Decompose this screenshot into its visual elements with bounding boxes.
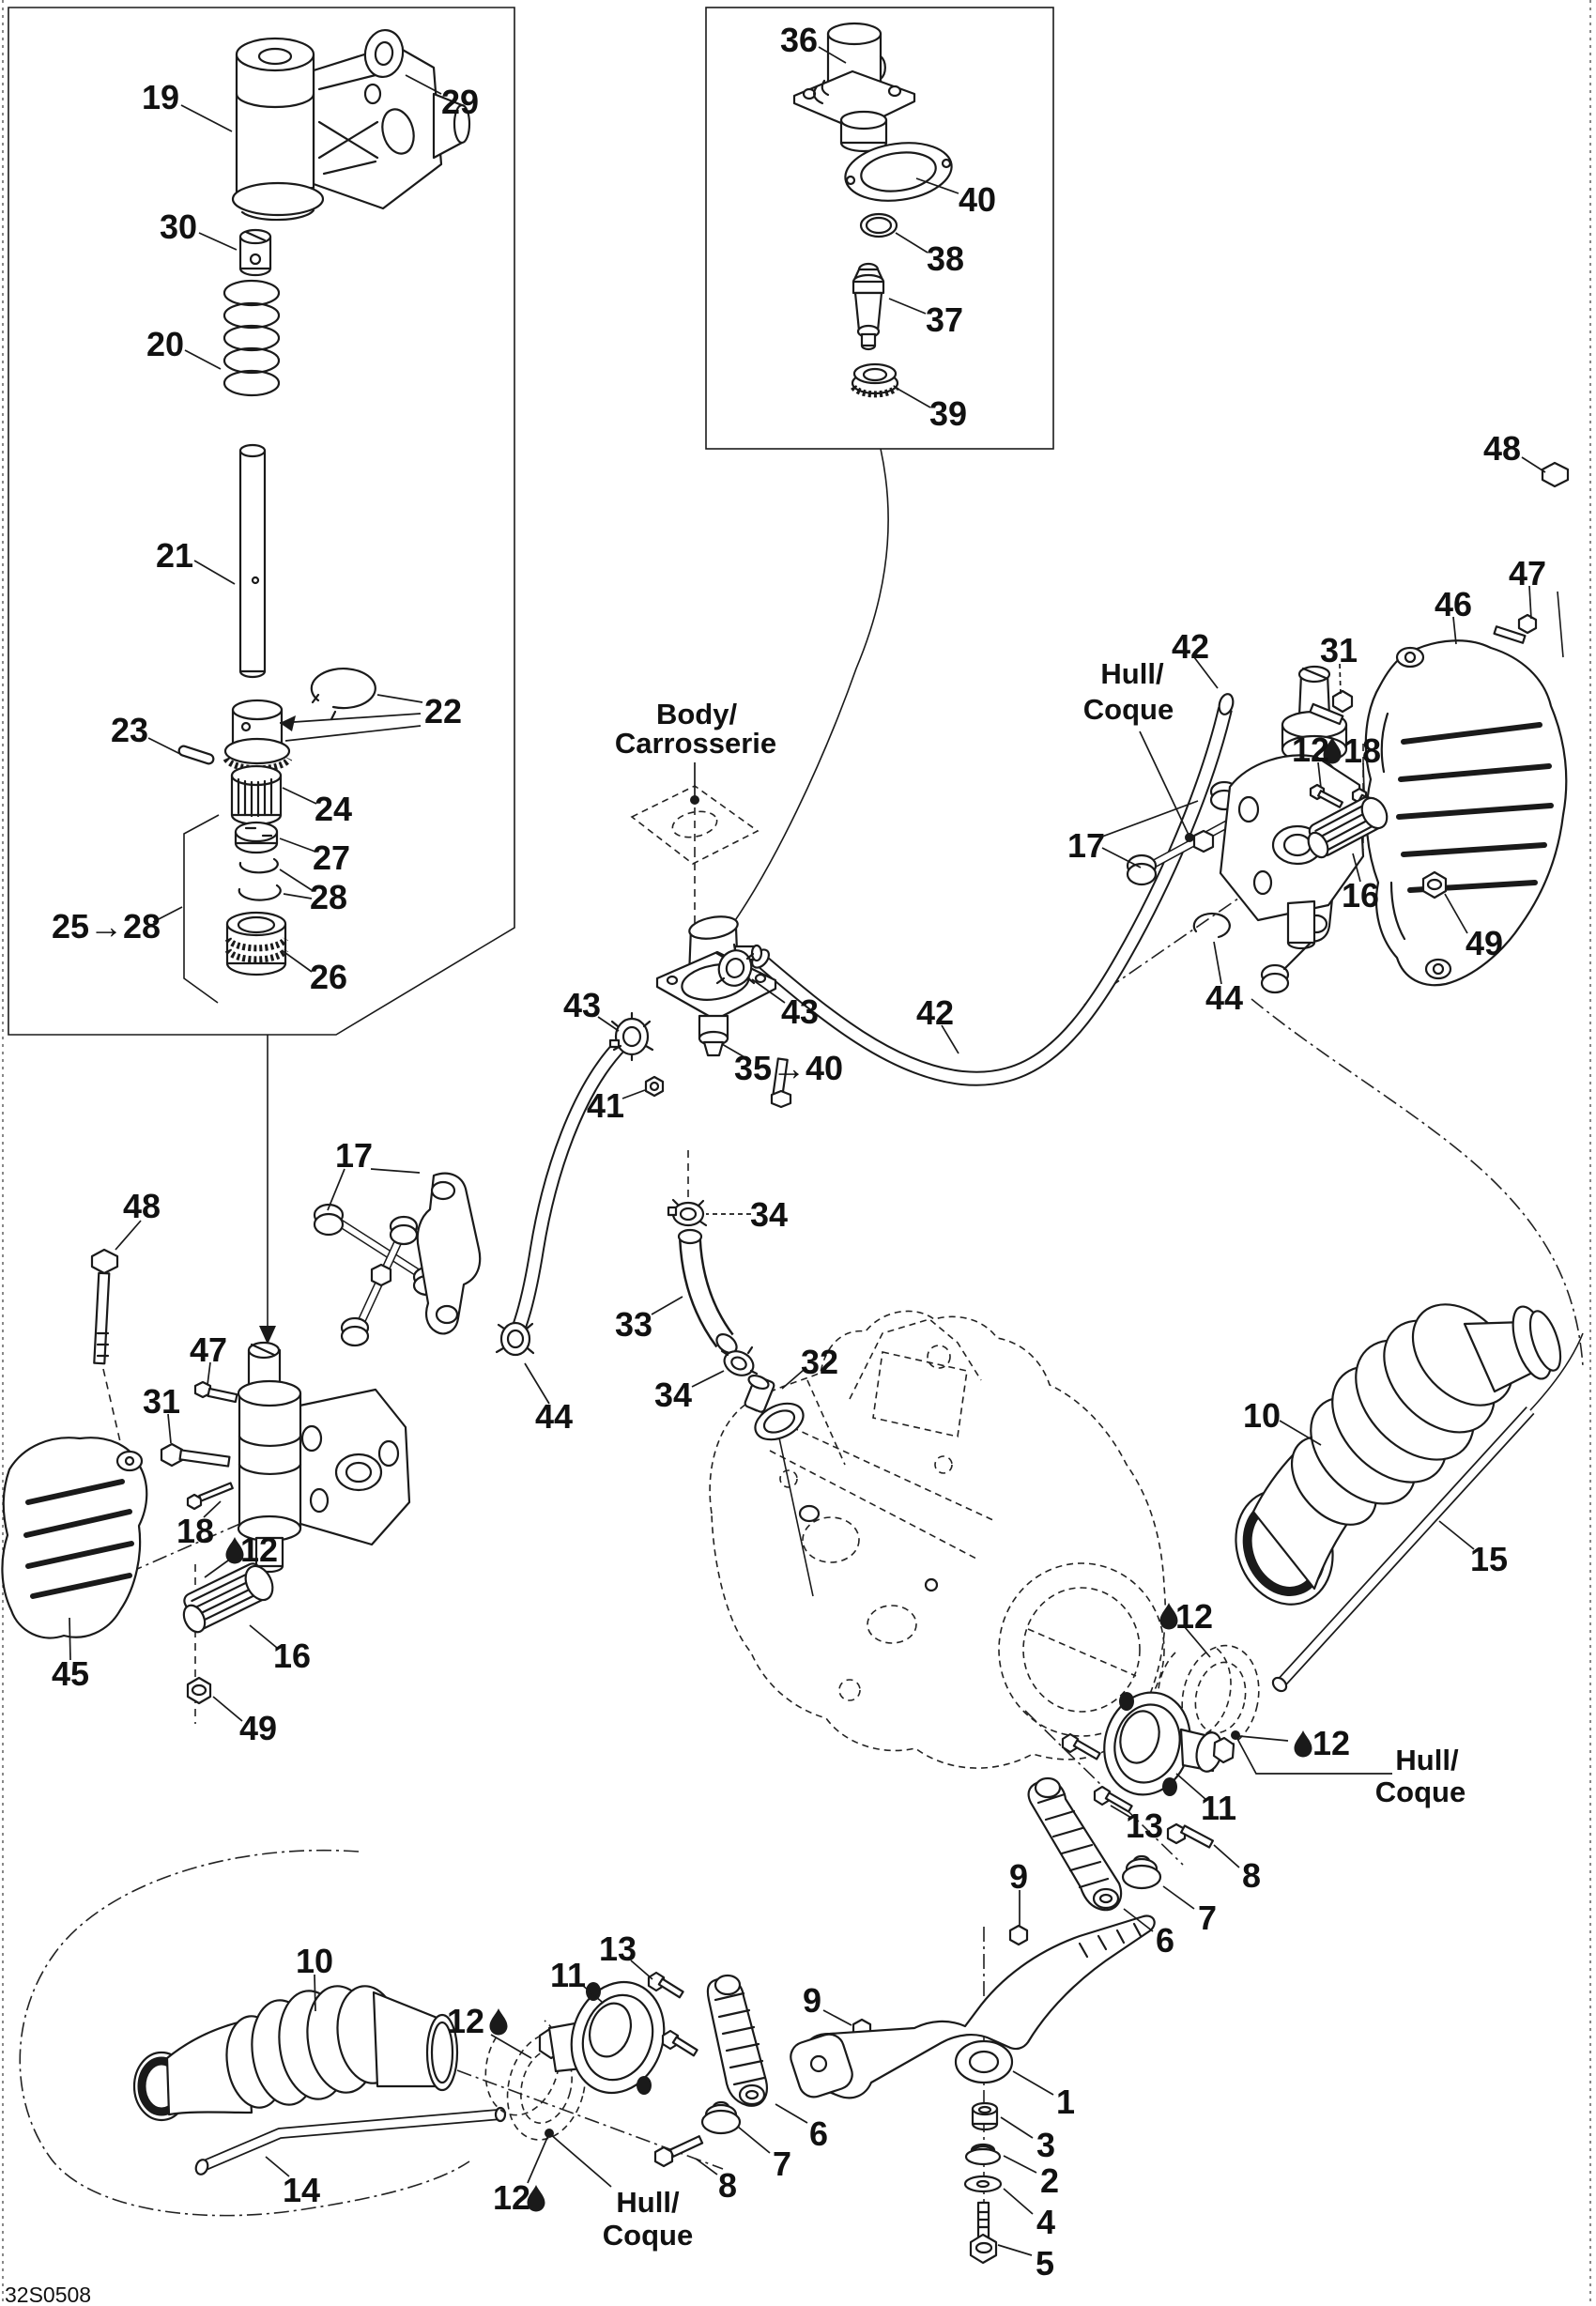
part-19-steering-module: [233, 38, 469, 220]
callout-17-right: 17: [1067, 826, 1106, 865]
clamp-34-upper: [668, 1200, 706, 1225]
callout-15: 15: [1469, 1540, 1509, 1578]
callout-5: 5: [1035, 2244, 1055, 2283]
part-26-nut: [227, 913, 285, 975]
label-body-1: Body/: [655, 698, 738, 730]
label-hull-top-2: Coque: [1082, 693, 1174, 726]
callout-29: 29: [440, 83, 480, 121]
callout-47-right: 47: [1508, 554, 1547, 592]
part-32-sensor: [744, 1373, 813, 1596]
arm-6-left: [708, 1975, 767, 2106]
callout-47-left: 47: [189, 1330, 228, 1369]
part-27-collar: [236, 822, 277, 853]
callout-24: 24: [314, 790, 353, 828]
part-4-washer: [965, 2176, 1001, 2191]
callouts: [5, 21, 1546, 2306]
callout-44-right: 44: [1205, 978, 1244, 1017]
callout-10-right: 10: [1242, 1396, 1281, 1435]
callout-12-gasket-low: 12: [1312, 1724, 1351, 1762]
callout-36: 36: [779, 21, 819, 59]
callout-39: 39: [928, 394, 968, 433]
callout-49-right: 49: [1465, 924, 1504, 962]
part-5-bolt: [971, 2203, 996, 2263]
callout-48-right: 48: [1482, 429, 1522, 468]
part-23-pin: [177, 745, 214, 764]
engine-outline: [710, 1311, 1165, 1768]
tie-rod-14: [194, 2108, 505, 2176]
callout-42-left: 42: [915, 993, 955, 1032]
coupler-16-left: [179, 1561, 278, 1636]
callout-12-hull-left: 12: [492, 2178, 531, 2217]
callout-23: 23: [110, 711, 149, 749]
bolt-18-left: [188, 1483, 233, 1509]
callout-42-right: 42: [1171, 627, 1210, 666]
part-38-oring: [861, 214, 897, 237]
part-28-rings: [239, 859, 281, 900]
nut-49-left: [188, 1678, 210, 1703]
bolt-8-right: [1168, 1824, 1213, 1848]
nut-9-right: [1010, 1926, 1027, 1945]
tiller-arm-1: [787, 1916, 1155, 2101]
label-hull-left-1: Hull/: [616, 2186, 680, 2219]
label-body-2: Carrosserie: [614, 727, 777, 760]
callout-25-28: 25→28: [51, 907, 161, 945]
part-39-grommet: [852, 364, 898, 394]
callout-32: 32: [800, 1343, 839, 1381]
callout-33: 33: [614, 1305, 653, 1344]
part-40-gasket: [841, 136, 955, 207]
callout-9-right: 9: [1008, 1857, 1029, 1896]
part-3-bushing: [973, 2103, 997, 2129]
callout-12-right: 12: [1291, 730, 1330, 769]
callout-13-left: 13: [598, 1929, 637, 1968]
callout-43-right: 43: [780, 992, 820, 1031]
part-37-valve-stem: [853, 264, 883, 349]
part-20-spring: [224, 281, 279, 395]
bellows-10-left: [134, 1982, 457, 2120]
callout-12-gasket-up: 12: [1174, 1597, 1214, 1636]
callout-34-upper: 34: [749, 1195, 789, 1234]
bolt-47-left: [195, 1382, 238, 1402]
callout-19: 19: [141, 78, 180, 116]
callout-11-right: 11: [1200, 1789, 1237, 1827]
bolt-48-left: [92, 1250, 117, 1363]
oil-drop-icon: [1295, 1730, 1312, 1758]
label-hull-right-2: Coque: [1374, 1776, 1466, 1808]
bracket-25-28: [184, 815, 219, 1003]
callout-20: 20: [146, 325, 185, 363]
washer-7-left: [702, 2102, 740, 2133]
part-21-shaft-tube: [240, 445, 265, 677]
hose-42: [509, 693, 1235, 1343]
washer-7-right: [1123, 1856, 1160, 1888]
callout-31-right: 31: [1319, 631, 1358, 669]
callout-41: 41: [586, 1086, 625, 1125]
bolt-47-right: [1495, 615, 1536, 643]
callout-17-left: 17: [334, 1136, 374, 1175]
callout-18-right: 18: [1343, 731, 1382, 770]
label-hull-top-1: Hull/: [1100, 657, 1164, 690]
callout-11-left: 11: [549, 1956, 587, 1994]
callout-14: 14: [282, 2171, 321, 2209]
hose-33: [679, 1230, 740, 1357]
drawing-code: 32S0508: [5, 2283, 92, 2306]
callout-26: 26: [309, 958, 348, 996]
callout-35-40: 35→40: [733, 1049, 844, 1087]
callout-46: 46: [1434, 585, 1473, 623]
oil-drop-icon: [490, 2008, 508, 2036]
part-2-cup-washer: [966, 2145, 1000, 2164]
callout-16-right: 16: [1341, 876, 1380, 915]
nut-49-right: [1423, 872, 1446, 898]
callout-3: 3: [1036, 2126, 1056, 2164]
callout-45: 45: [51, 1654, 90, 1693]
callout-9-left: 9: [802, 1981, 822, 2020]
callout-8-right: 8: [1241, 1856, 1262, 1895]
label-hull-left-2: Coque: [602, 2219, 694, 2252]
callout-2: 2: [1039, 2161, 1060, 2200]
callout-31-left: 31: [142, 1382, 181, 1421]
callout-28: 28: [309, 878, 348, 916]
callout-6-right: 6: [1155, 1921, 1175, 1960]
callout-8-left: 8: [717, 2166, 738, 2205]
label-hull-right-1: Hull/: [1395, 1744, 1459, 1776]
callout-49-left: 49: [238, 1709, 278, 1747]
callout-4: 4: [1036, 2203, 1056, 2241]
callout-22: 22: [423, 692, 463, 730]
hull-ref-dot-top: [1185, 833, 1194, 842]
bolt-48-right: [1542, 463, 1596, 657]
linkage-17-left: [315, 1174, 480, 1345]
leader-lines: [69, 47, 1545, 2255]
callout-13-right: 13: [1125, 1806, 1164, 1845]
callout-16-left: 16: [272, 1637, 312, 1675]
part-22-circlip: [312, 669, 376, 719]
callout-7-left: 7: [772, 2145, 792, 2183]
part-24-gear-stack: [225, 700, 289, 824]
bolt-31-left: [161, 1444, 229, 1467]
body-ref-dot: [690, 795, 699, 805]
callout-12-bellows: 12: [446, 2002, 485, 2040]
callout-38: 38: [926, 239, 965, 278]
clamp-44-left: [497, 1323, 533, 1355]
callout-10-left: 10: [295, 1942, 334, 1980]
callout-37: 37: [925, 300, 964, 339]
callout-34-lower: 34: [653, 1376, 693, 1414]
hull-ref-dot-right: [1231, 1730, 1240, 1740]
callout-12-left: 12: [239, 1530, 279, 1569]
callout-6-left: 6: [808, 2114, 829, 2153]
callout-21: 21: [155, 536, 194, 575]
callout-30: 30: [159, 208, 198, 246]
callout-1: 1: [1055, 2083, 1076, 2121]
callout-40: 40: [958, 180, 997, 219]
callout-43-left: 43: [562, 986, 602, 1024]
cover-45: [2, 1437, 146, 1637]
callout-44-left: 44: [534, 1397, 574, 1436]
inset-reference-arrows: [259, 449, 888, 1345]
callout-48-left: 48: [122, 1187, 161, 1225]
callout-18-left: 18: [176, 1512, 215, 1550]
callout-7-right: 7: [1197, 1899, 1218, 1937]
callout-27: 27: [312, 838, 351, 877]
part-30-bushing: [240, 230, 270, 275]
hull-ref-dot-left: [545, 2129, 554, 2138]
bolt-8-left: [655, 2136, 702, 2166]
